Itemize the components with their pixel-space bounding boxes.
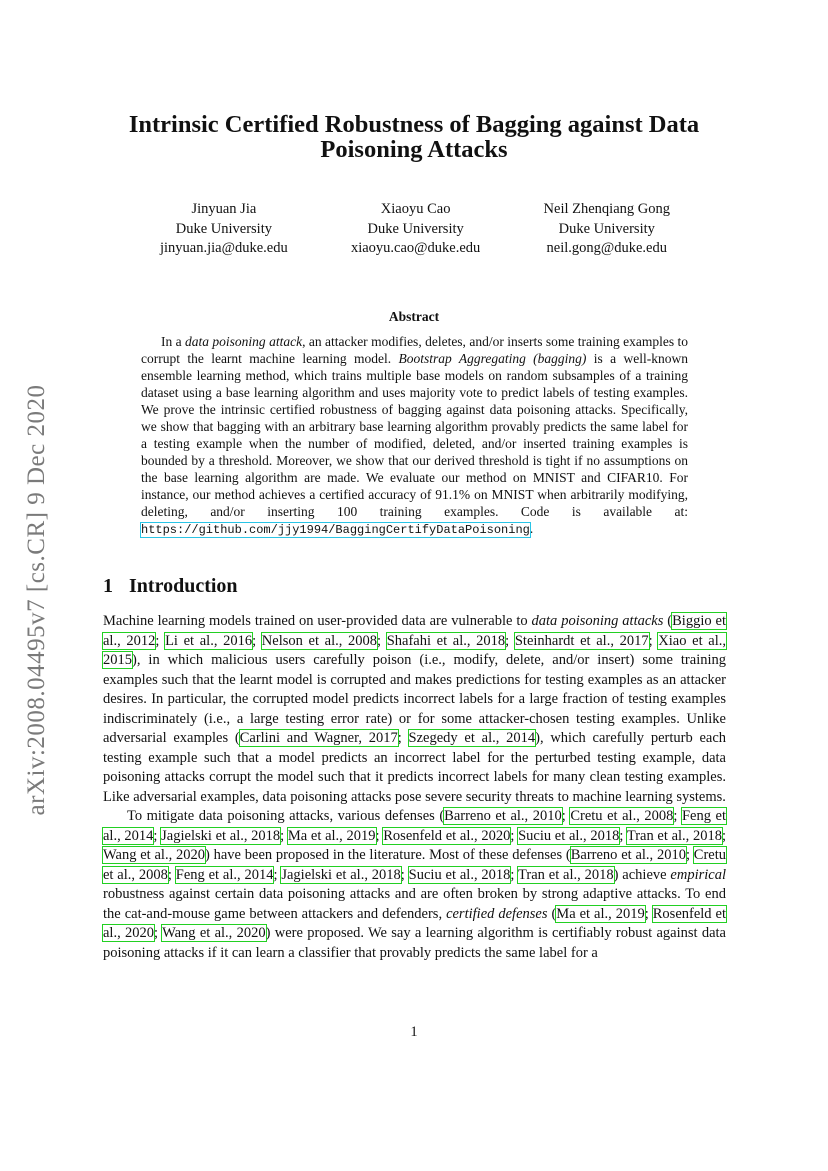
arxiv-identifier bbox=[20, 360, 54, 840]
citation-link[interactable]: Steinhardt et al., 2017 bbox=[514, 632, 649, 649]
body-text bbox=[103, 612, 726, 963]
citation-link[interactable]: Li et al., 2016 bbox=[165, 632, 253, 649]
author-email[interactable]: jinyuan.jia@duke.edu bbox=[160, 240, 288, 256]
text-span: ) were proposed. We say a learning algorithm is certifiably robust against data poisoning attacks if it can learn a classifier that provably predicts the same label for a bbox=[103, 925, 726, 961]
citation-link[interactable]: Suciu et al., 2018 bbox=[518, 827, 620, 844]
citation-link[interactable]: Feng et al., 2014 bbox=[103, 808, 726, 844]
text-span: ), in which malicious users carefully poison (i.e., modify, delete, and/or insert) some training examples such that the learnt model is corrupted and makes predictions for testing examples as an attacker desires. In particular, the corrupted model predicts incorrect labels for a large fraction of testing examples indiscriminately (i.e., a large testing error rate) or for some attacker-chosen testing examples. Unlike adversarial examples ( bbox=[103, 652, 726, 746]
author-email[interactable]: xiaoyu.cao@duke.edu bbox=[350, 240, 481, 256]
citation-link[interactable]: Tran et al., 2018 bbox=[518, 866, 614, 883]
abstract-span: . bbox=[529, 521, 534, 536]
author-name: Xiaoyu Cao bbox=[380, 201, 451, 217]
author-email[interactable]: neil.gong@duke.edu bbox=[546, 240, 667, 256]
abstract-span: , an attacker modifies, deletes, and/or inserts some training examples to corrupt the learnt machine learning model. bbox=[141, 334, 688, 366]
author-block bbox=[160, 200, 670, 259]
abstract-heading: Abstract bbox=[388, 309, 440, 324]
citation-link[interactable]: Suciu et al., 2018 bbox=[408, 866, 511, 883]
author-1 bbox=[160, 200, 288, 259]
citation-link[interactable]: Rosenfeld et al., 2020 bbox=[103, 905, 727, 941]
abstract-span: is a well-known ensemble learning method, which trains multiple base models on random subsamples of a training dataset using a base learning algorithm and uses majority vote to predict labels of testing examples. We prove the intrinsic certified robustness of bagging against data poisoning attacks. Specifically, we show that bagging with an arbitrary base learning algorithm provably predicts the same label for a testing example when the number of modified, deleted, and/or inserted training examples is bounded by a threshold. Moreover, we show that our derived threshold is tight if no assumptions on the base learning algorithm are made. We evaluate our method on MNIST and CIFAR10. For instance, our method achieves a certified accuracy of 91.1% on MNIST when arbitrarily modifying, deleting, and/or inserting 100 training examples. Code is available at: bbox=[141, 351, 688, 519]
text-span: robustness against certain data poisoning attacks and are often broken by strong adaptive attacks. To end the cat-and-mouse game between attackers and defenders, bbox=[103, 886, 726, 922]
citation-link[interactable]: Ma et al., 2019 bbox=[556, 905, 645, 922]
author-2 bbox=[351, 200, 480, 259]
abstract-emphasis: data poisoning attack bbox=[185, 334, 303, 349]
citation-link[interactable]: Nelson et al., 2008 bbox=[261, 632, 378, 649]
author-3 bbox=[544, 200, 670, 259]
paper-title bbox=[80, 112, 748, 162]
title-line-1: Intrinsic Certified Robustness of Bagging against Data bbox=[128, 111, 700, 138]
citation-link[interactable]: Cretu et al., 2008 bbox=[570, 808, 674, 824]
citation-link[interactable]: Xiao et al., 2015 bbox=[103, 632, 726, 668]
citation-link[interactable]: Barreno et al., 2010 bbox=[444, 808, 562, 824]
emphasis: empirical bbox=[670, 866, 726, 883]
citation-link[interactable]: Szegedy et al., 2014 bbox=[408, 730, 536, 746]
text-span: ) have been proposed in the literature. Most of these defenses ( bbox=[205, 847, 571, 863]
section-heading bbox=[103, 575, 238, 598]
citation-link[interactable]: Wang et al., 2020 bbox=[103, 847, 205, 863]
section-number: 1 bbox=[103, 575, 113, 597]
citation-link[interactable]: Rosenfeld et al., 2020 bbox=[383, 827, 511, 844]
text-span: Machine learning models trained on user-provided data are vulnerable to bbox=[103, 613, 532, 629]
author-affiliation: Duke University bbox=[175, 220, 272, 237]
citation-link[interactable]: Ma et al., 2019 bbox=[287, 827, 376, 844]
citation-link[interactable]: Tran et al., 2018 bbox=[626, 827, 722, 844]
emphasis: certified defenses bbox=[446, 905, 548, 922]
paragraph-2: To mitigate data poisoning attacks, various defenses (Barreno et al., 2010; Cretu et al., 2008; Feng et al., 2014; Jagielski et al., 2018; Ma et al., 2019; Rosenfeld et al., 2020; Suciu et al., 2018; Tran et al., 2018; Wang et al., 2020) have been proposed in the literature. Most of these defenses (Barreno et al., 2010; Cretu et al., 2008; Feng et al., 2014; Jagielski et al., 2018; Suciu et al., 2018; Tran et al., 2018) achieve empirical robustness against certain data poisoning attacks and are often broken by strong adaptive attacks. To end the cat-and-mouse game between attackers and defenders, certified defenses (Ma et al., 2019; Rosenfeld et al., 2020; Wang et al., 2020) were proposed. We say a learning algorithm is certifiably robust against data poisoning attacks if it can learn a classifier that provably predicts the same label for a bbox=[103, 808, 727, 961]
citation-link[interactable]: Carlini and Wagner, 2017 bbox=[239, 730, 398, 746]
citation-link[interactable]: Feng et al., 2014 bbox=[175, 866, 274, 883]
abstract-emphasis: Bootstrap Aggregating (bagging) bbox=[398, 351, 587, 366]
citation-link[interactable]: Wang et al., 2020 bbox=[162, 925, 266, 941]
author-name: Neil Zhenqiang Gong bbox=[543, 201, 670, 217]
code-url-link[interactable]: https://github.com/jjy1994/BaggingCertifyDataPoisoning bbox=[141, 523, 530, 537]
abstract-text bbox=[141, 333, 688, 539]
citation-link[interactable]: Jagielski et al., 2018 bbox=[161, 827, 281, 844]
citation-link[interactable]: Barreno et al., 2010 bbox=[570, 847, 686, 863]
arxiv-id-text: arXiv:2008.04495v7 [cs.CR] 9 Dec 2020 bbox=[23, 384, 50, 816]
text-span: ), which carefully perturb each testing example such that a model predicts an incorrect label for the perturbed testing example, data poisoning attacks corrupt the model such that it predicts incorrect labels for many clean testing examples. Like adversarial examples, data poisoning attacks pose severe security threats to machine learning systems. bbox=[103, 730, 727, 805]
citation-link[interactable]: Cretu et al., 2008 bbox=[103, 847, 726, 883]
author-affiliation: Duke University bbox=[367, 220, 464, 237]
paragraph-1: Machine learning models trained on user-provided data are vulnerable to data poisoning attacks (Biggio et al., 2012; Li et al., 2016; Nelson et al., 2008; Shafahi et al., 2018; Steinhardt et al., 2017; Xiao et al., 2015), in which malicious users carefully poison (i.e., modify, delete, and/or insert) some training examples such that the learnt model is corrupted and makes predictions for testing examples as an attacker desires. In particular, the corrupted model predicts incorrect labels for a large fraction of testing examples indiscriminately (i.e., a large testing error rate) or for some attacker-chosen testing examples. Unlike adversarial examples (Carlini and Wagner, 2017; Szegedy et al., 2014), which carefully perturb each testing example such that a model predicts an incorrect label for the perturbed testing example, data poisoning attacks corrupt the model such that it predicts incorrect labels for many clean testing examples. Like adversarial examples, data poisoning attacks pose severe security threats to machine learning systems. bbox=[103, 613, 727, 805]
emphasis: data poisoning attacks bbox=[531, 613, 664, 629]
page-number: 1 bbox=[410, 1024, 418, 1040]
text-span: To mitigate data poisoning attacks, various defenses ( bbox=[127, 808, 445, 824]
citation-link[interactable]: Biggio et al., 2012 bbox=[103, 613, 726, 649]
text-span: ( bbox=[547, 905, 557, 922]
text-span: ( bbox=[663, 613, 673, 629]
citation-link[interactable]: Shafahi et al., 2018 bbox=[386, 632, 506, 649]
author-name: Jinyuan Jia bbox=[191, 201, 257, 217]
section-title: Introduction bbox=[129, 575, 238, 597]
title-line-2: Poisoning Attacks bbox=[320, 136, 508, 163]
abstract-span: In a bbox=[161, 334, 186, 349]
text-span: ) achieve bbox=[613, 866, 671, 883]
author-affiliation: Duke University bbox=[558, 220, 655, 237]
citation-link[interactable]: Jagielski et al., 2018 bbox=[281, 866, 401, 883]
